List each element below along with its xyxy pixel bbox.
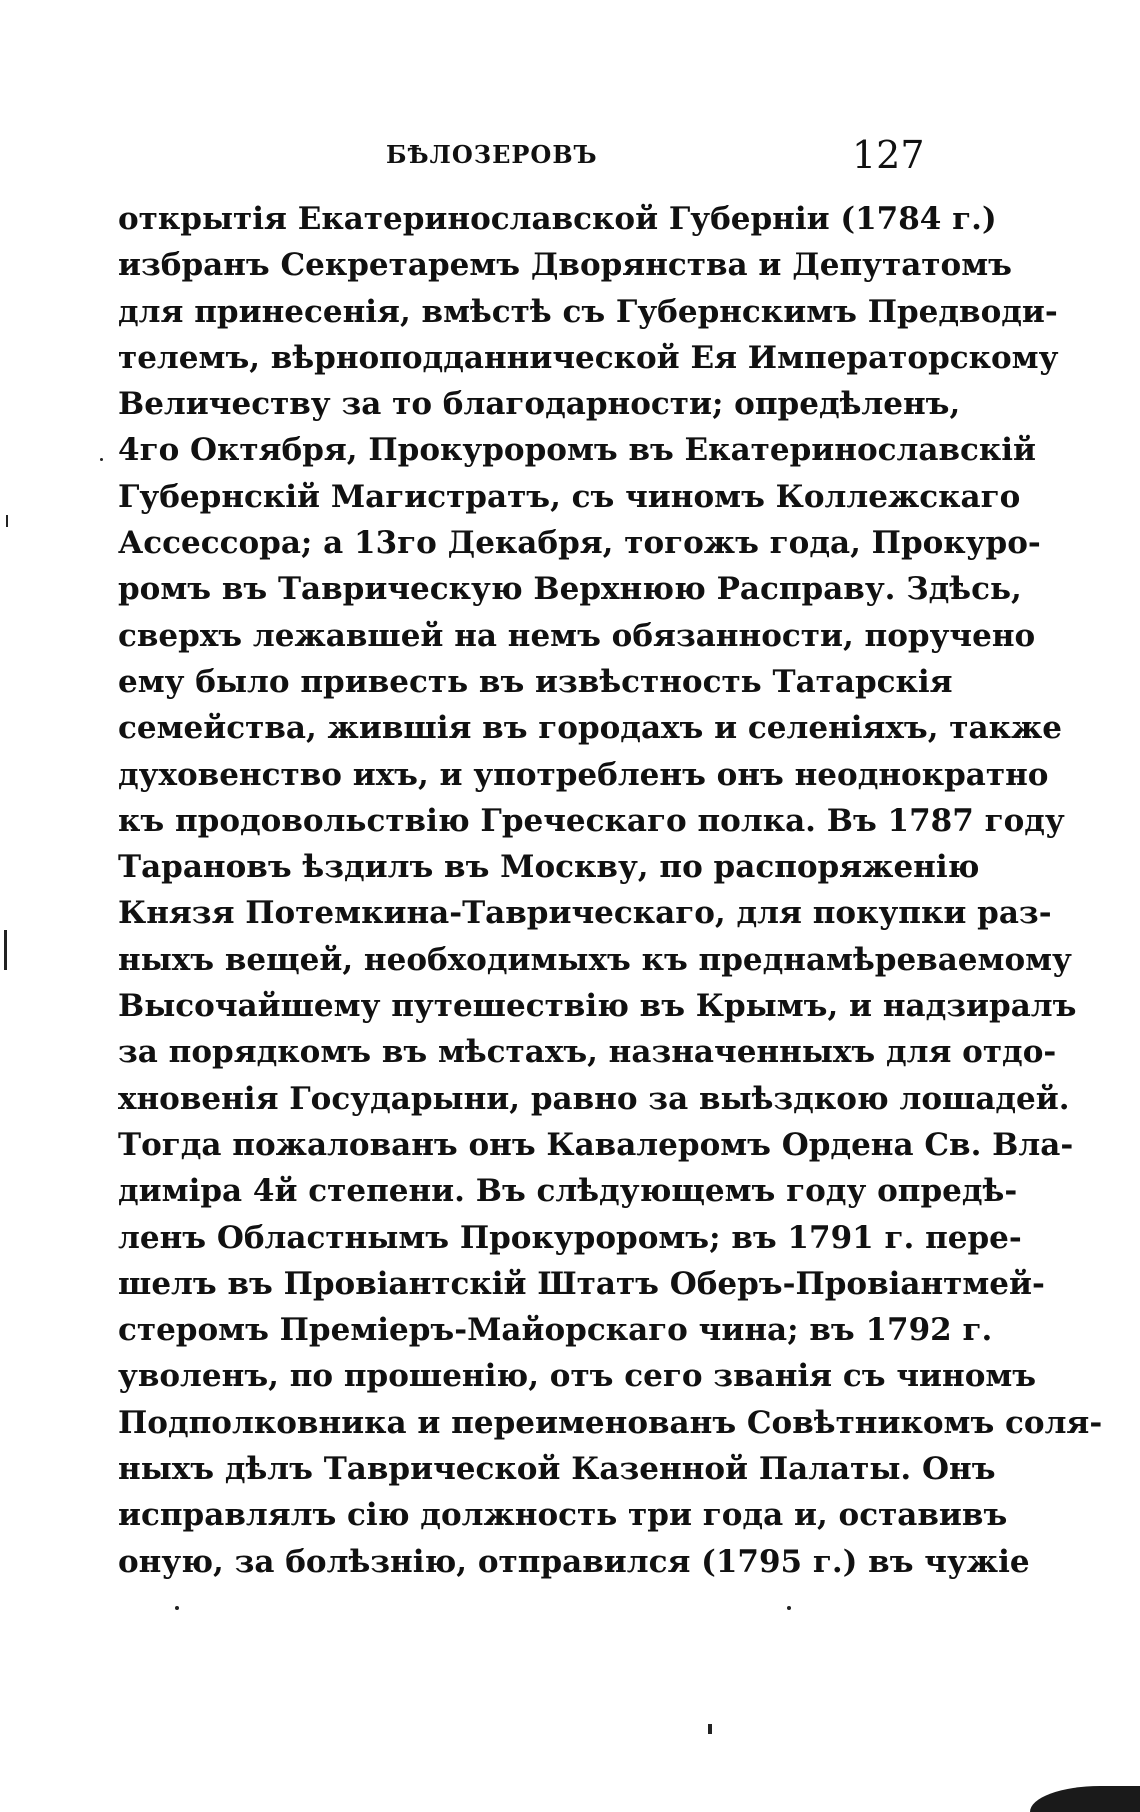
text-line: 4го Октября, Прокуроромъ въ Екатеринославскій [118,432,1037,469]
text-line: Величеству за то благодарности; опредѣленъ, [118,386,961,423]
text-line: къ продовольствію Греческаго полка. Въ 1787 году [118,802,1065,839]
text-line: избранъ Секретаремъ Дворянства и Депутатомъ [118,247,1012,284]
text-line: за порядкомъ въ мѣстахъ, назначенныхъ для отдо- [118,1034,1057,1071]
text-line: духовенство ихъ, и употребленъ онъ неоднократно [118,756,1049,793]
text-line: уволенъ, по прошенію, отъ сего званія съ чиномъ [118,1358,1037,1395]
text-line: диміра 4й степени. Въ слѣдующемъ году опредѣ- [118,1173,1018,1210]
text-line: шелъ въ Провіантскій Штатъ Оберъ-Провіантмей- [118,1265,1045,1302]
text-line: Тогда пожалованъ онъ Кавалеромъ Ордена Св. Вла- [118,1126,1074,1163]
text-line: исправлялъ сію должность три года и, оставивъ [118,1497,1008,1534]
margin-mark [175,1606,179,1610]
text-line: ленъ Областнымъ Прокуроромъ; въ 1791 г. пере- [118,1219,1022,1256]
text-line: Князя Потемкина-Таврическаго, для покупки раз- [118,895,1052,932]
text-line: семейства, жившія въ городахъ и селеніяхъ, также [118,710,1062,747]
bottom-smudge [1030,1786,1140,1812]
text-line: Подполковника и переименованъ Совѣтникомъ соля- [118,1404,1103,1441]
text-line: Ассессора; а 13го Декабря, тогожъ года, Прокуро- [118,525,1041,562]
running-head: БѢЛОЗЕРОВЪ [386,140,598,169]
body-text [118,196,1103,1585]
text-line: Тарановъ ѣздилъ въ Москву, по распоряженію [118,849,980,886]
margin-mark [787,1606,791,1610]
text-line: Высочайшему путешествію въ Крымъ, и надзиралъ [118,988,1077,1025]
text-line: Губернскій Магистратъ, съ чиномъ Коллежскаго [118,478,1021,515]
text-line: сверхъ лежавшей на немъ обязанности, поручено [118,617,1036,654]
margin-mark [708,1724,712,1734]
text-line: ныхъ дѣлъ Таврической Казенной Палаты. Онъ [118,1451,996,1488]
margin-mark [100,458,103,461]
margin-mark [4,930,7,970]
text-line: оную, за болѣзнію, отправился (1795 г.) въ чужіе [118,1543,1030,1580]
text-line: ромъ въ Таврическую Верхнюю Расправу. Здѣсь, [118,571,1022,608]
text-line: стеромъ Преміеръ-Майорскаго чина; въ 1792 г. [118,1312,993,1349]
text-line: открытія Екатеринославской Губерніи (1784 г.) [118,201,997,237]
text-line: ему было привесть въ извѣстность Татарскія [118,663,953,700]
text-line: хновенія Государыни, равно за выѣздкою лошадей. [118,1080,1070,1117]
page-number: 127 [852,133,925,177]
text-line: для принесенія, вмѣстѣ съ Губернскимъ Предводи- [118,293,1058,330]
text-line: телемъ, вѣрноподданнической Ея Императорскому [118,339,1059,376]
margin-mark [6,515,8,527]
text-line: ныхъ вещей, необходимыхъ къ преднамѣреваемому [118,941,1072,978]
